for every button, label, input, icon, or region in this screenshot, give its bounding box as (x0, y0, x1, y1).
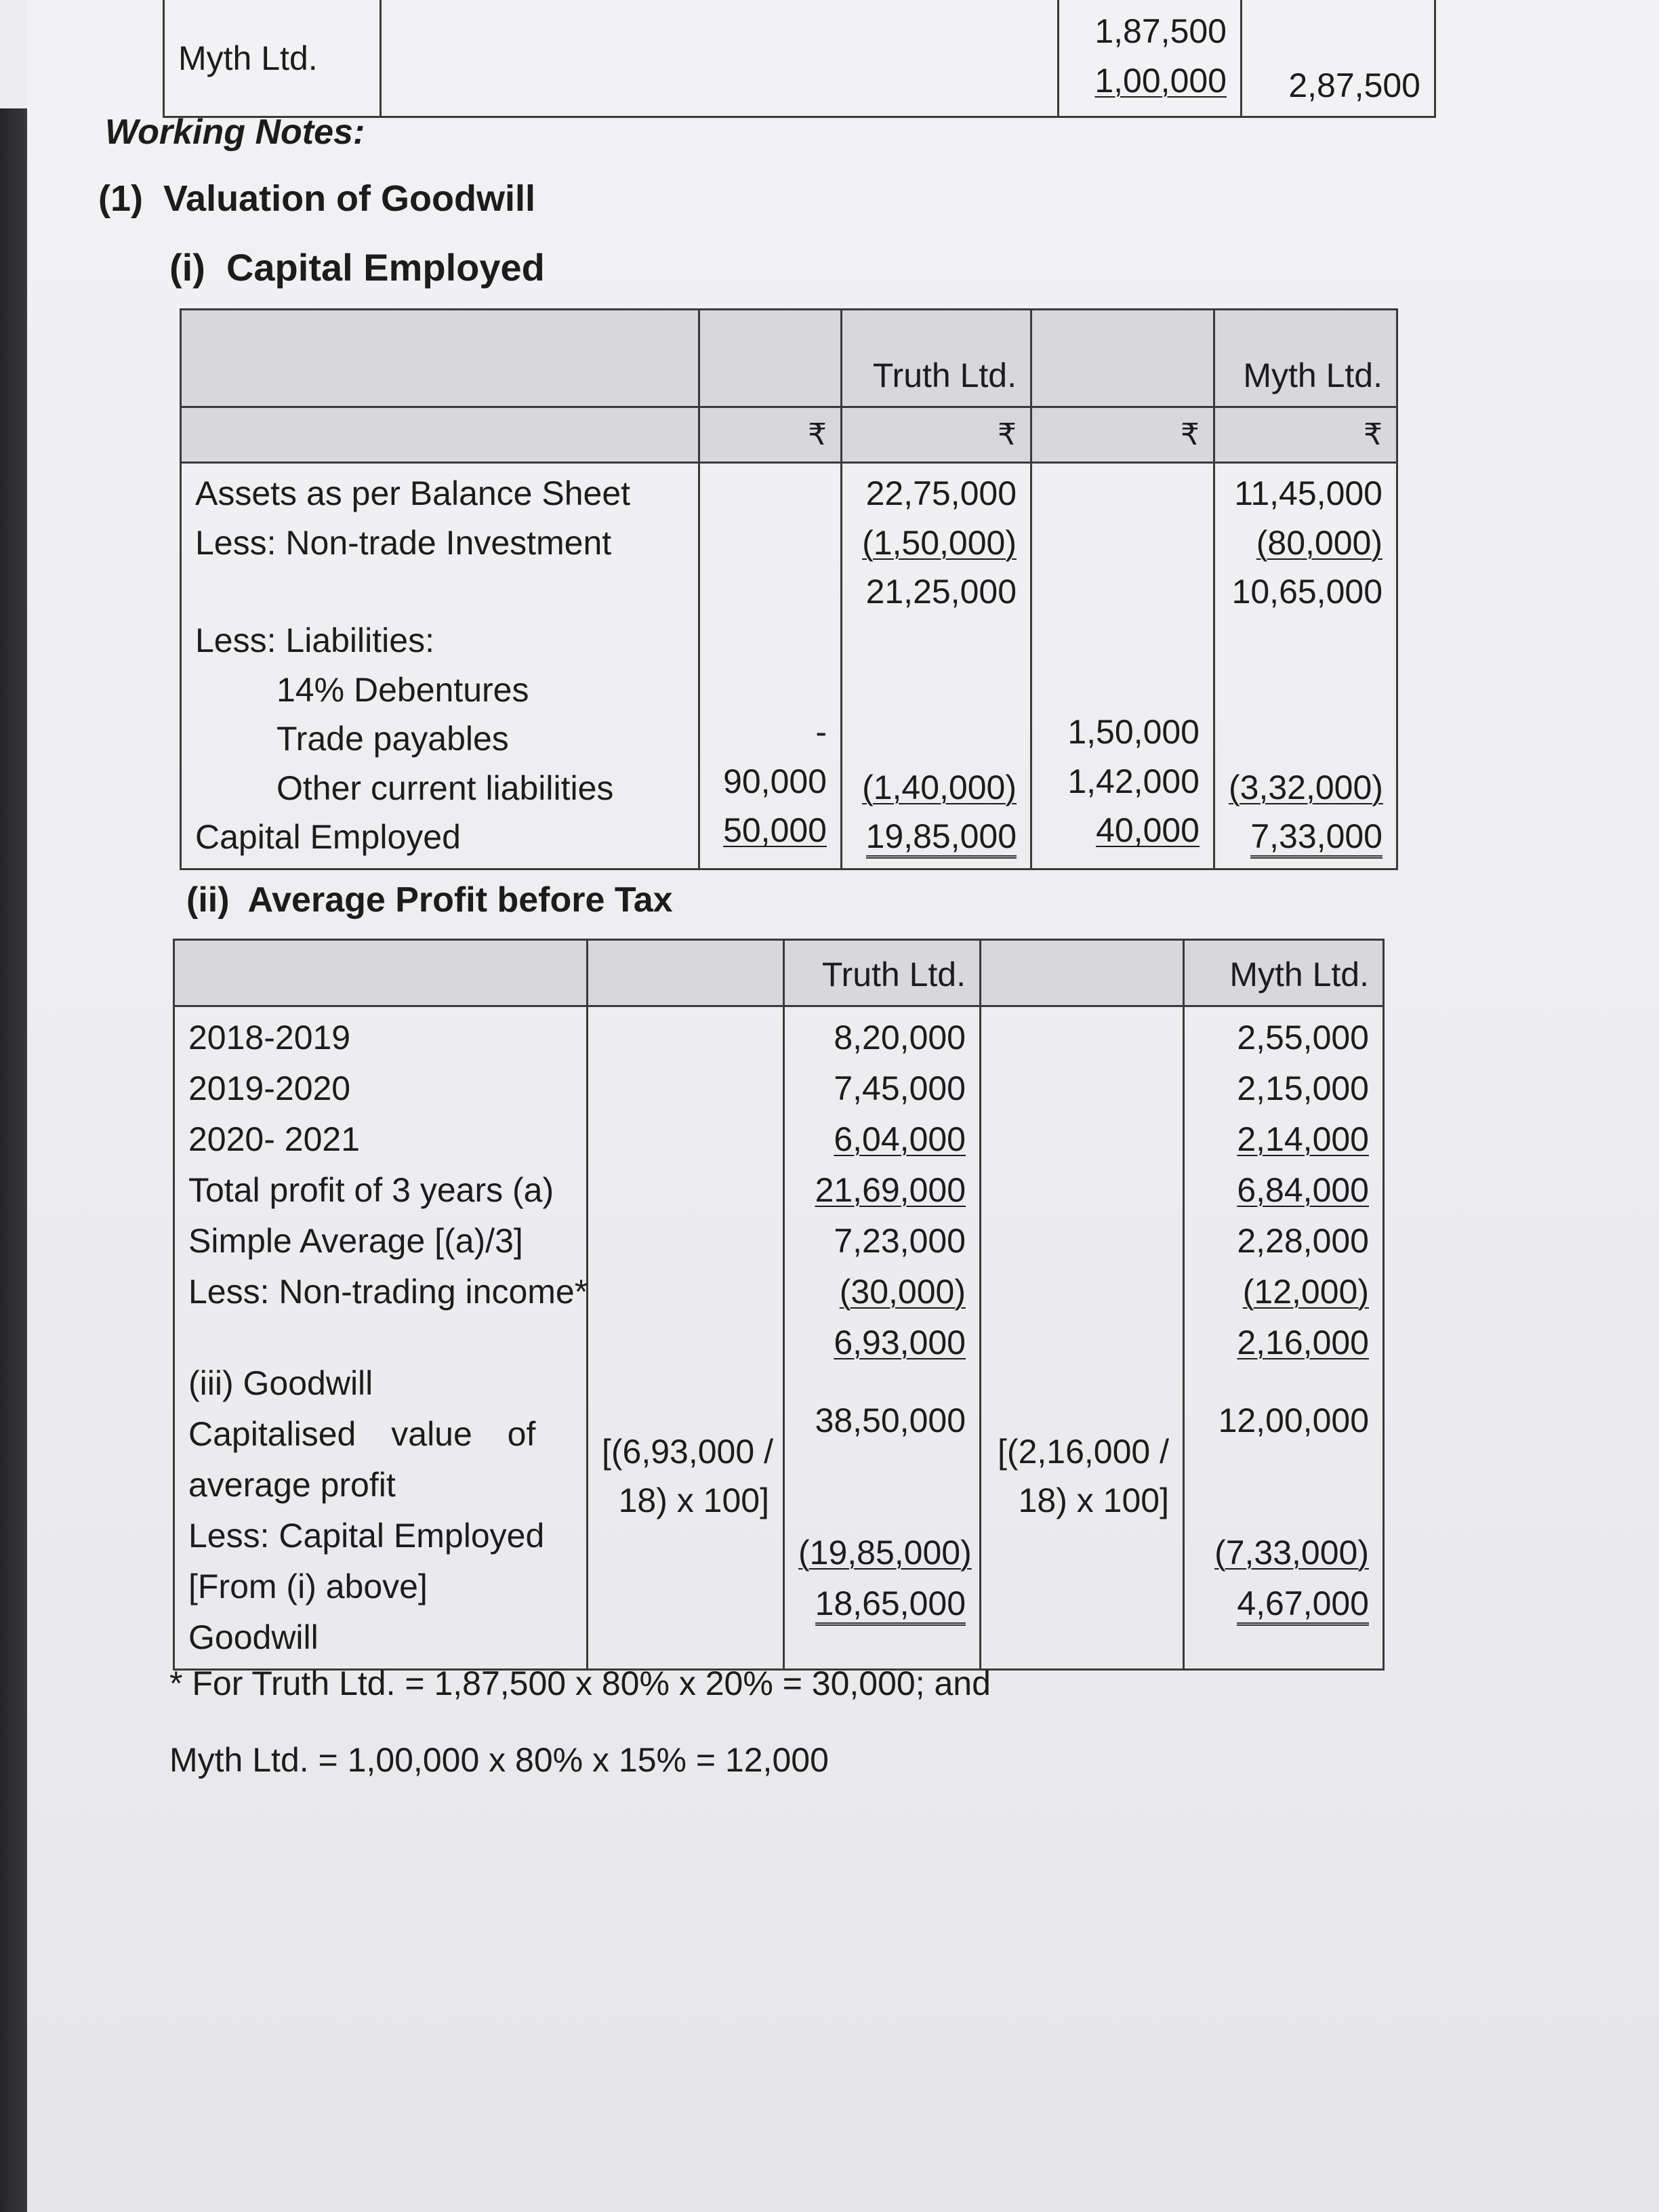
goodwill-label: Goodwill (188, 1618, 319, 1656)
average-profit-table (173, 939, 1385, 1671)
top-total-value: 2,87,500 (1288, 66, 1420, 104)
rupee-symbol: ₹ (842, 407, 1031, 463)
truth-totals-cell: 22,75,000 (1,50,000) 21,25,000 (1,40,000) 19,85,000 (842, 463, 1031, 869)
header-truth: Truth Ltd. (842, 310, 1031, 407)
capital-employed-table (180, 308, 1398, 870)
myth-profit-cell: 2,55,000 2,15,000 2,14,000 6,84,000 2,28,000 (12,000) 2,16,000 12,00,000 (7,33,000) 4,67,000 (1184, 1006, 1384, 1669)
rupee-symbol: ₹ (1214, 407, 1397, 463)
footnote-line-1: * For Truth Ltd. = 1,87,500 x 80% x 20% = 30,000; and (169, 1664, 991, 1702)
truth-profit-cell: 8,20,000 7,45,000 6,04,000 21,69,000 7,23,000 (30,000) 6,93,000 38,50,000 (19,85,000) 18,65,000 (784, 1006, 981, 1669)
top-total-cell (1242, 0, 1435, 117)
rupee-symbol: ₹ (699, 407, 842, 463)
top-row-label-cell (164, 0, 381, 117)
truth-liabilities-cell: - 90,000 50,000 (699, 463, 842, 869)
goodwill-heading: (iii) Goodwill (188, 1364, 373, 1402)
nontrade-label: Less: Non-trade Investment (195, 523, 612, 562)
debentures-label: 14% Debentures (276, 670, 529, 709)
top-myth-value: 1,00,000 (1094, 61, 1227, 100)
myth-capital-employed: 7,33,000 (1250, 818, 1382, 859)
capital-employed-label: Capital Employed (195, 818, 461, 857)
capital-labels-cell (181, 463, 699, 869)
profit-header-truth: Truth Ltd. (784, 940, 981, 1006)
trade-payables-label: Trade payables (276, 720, 509, 758)
myth-totals-cell: 11,45,000 (80,000) 10,65,000 (3,32,000) 7,33,000 (1214, 463, 1397, 869)
footnote-line-2: Myth Ltd. = 1,00,000 x 80% x 15% = 12,000 (169, 1741, 829, 1779)
myth-formula-cell: [(2,16,000 / 18) x 100] (981, 1006, 1184, 1669)
note1-title: (1) Valuation of Goodwill (98, 178, 535, 219)
top-row-label: Myth Ltd. (178, 39, 318, 77)
myth-liabilities-cell: 1,50,000 1,42,000 40,000 (1031, 463, 1214, 869)
profit-labels-cell: 2018-2019 2019-2020 2020- 2021 Total profit of 3 years (a) Simple Average [(a)/3] Less: Non-trading income* (iii) Goodwill Capitalised value of average profit Less: Capital Employed [From (i) above] Goodwill (174, 1006, 588, 1669)
truth-capital-employed: 19,85,000 (866, 818, 1017, 859)
truth-formula-cell: [(6,93,000 / 18) x 100] (588, 1006, 784, 1669)
working-notes-heading: Working Notes: (105, 112, 365, 152)
less-liabilities-label: Less: Liabilities: (195, 621, 434, 660)
truth-capitalised-value: 38,50,000 (815, 1401, 966, 1439)
top-summary-table (163, 0, 1436, 118)
section-i-title: (i) Capital Employed (169, 246, 545, 289)
rupee-symbol: ₹ (1031, 407, 1214, 463)
myth-goodwill: 4,67,000 (1237, 1585, 1369, 1626)
top-truth-value: 1,87,500 (1094, 12, 1227, 50)
assets-label: Assets as per Balance Sheet (195, 474, 631, 513)
myth-capitalised-value: 12,00,000 (1218, 1401, 1369, 1439)
section-ii-title: (ii) Average Profit before Tax (186, 880, 673, 920)
truth-goodwill: 18,65,000 (815, 1585, 966, 1626)
profit-header-myth: Myth Ltd. (1184, 940, 1384, 1006)
header-myth: Myth Ltd. (1214, 310, 1397, 407)
top-values-cell (1059, 0, 1242, 117)
other-liabilities-label: Other current liabilities (276, 769, 614, 807)
